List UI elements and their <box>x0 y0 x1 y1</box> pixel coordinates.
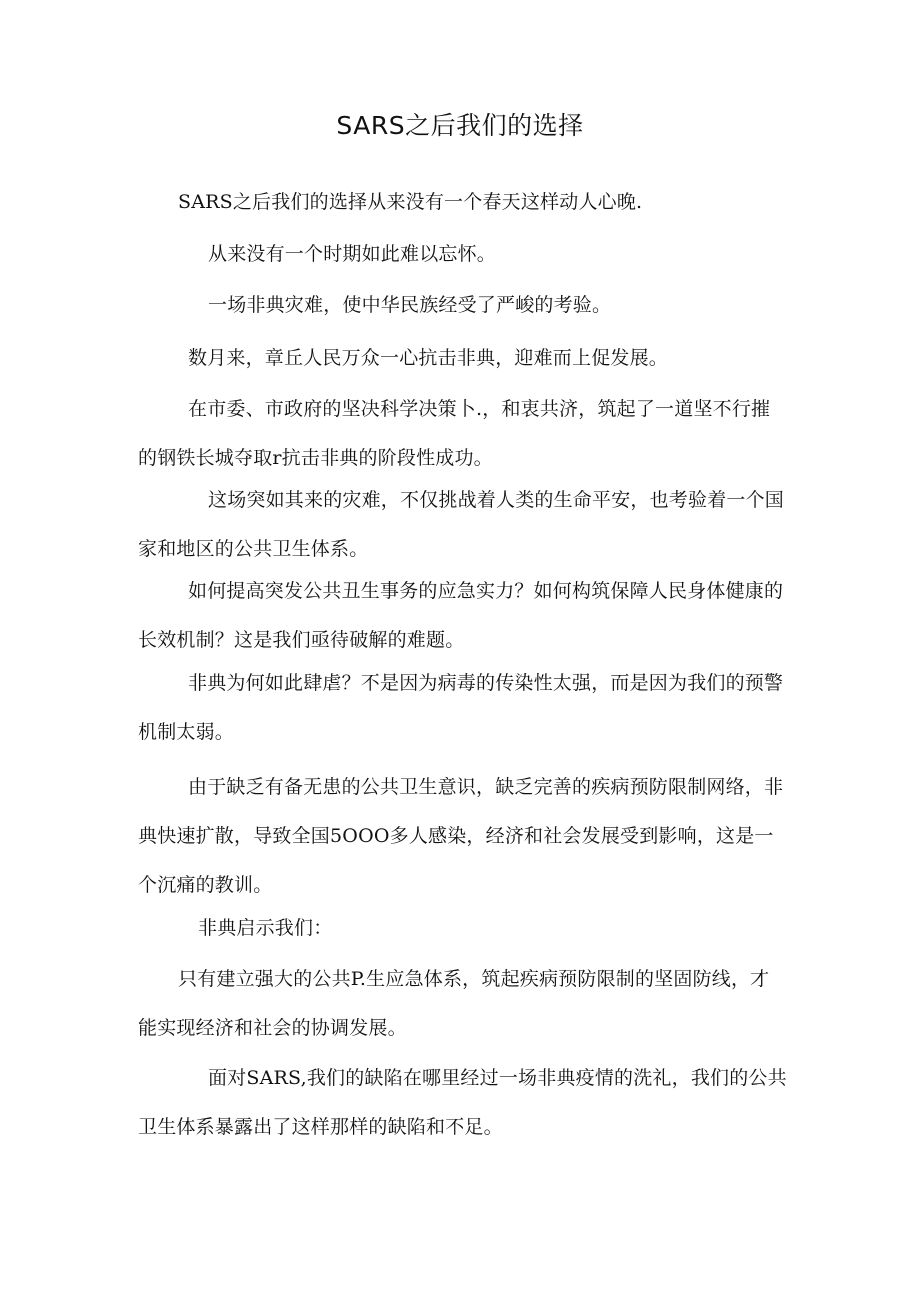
paragraph-3: 一场非典灾难，使中华民族经受了严峻的考验。 <box>208 294 612 316</box>
paragraph-9: 由于缺乏有备无患的公共卫生意识，缺乏完善的疾病预防限制网络，非典快速扩散，导致全国5OOO多人感染，经济和社会发展受到影响，这是一个沉痛的教训。 <box>138 776 784 896</box>
paragraph-8: 非典为何如此肆虐？不是因为病毒的传染性太强，而是因为我们的预警机制太弱。 <box>138 672 784 743</box>
paragraph-6: 这场突如其来的灾难，不仅挑战着人类的生命平安，也考验着一个国家和地区的公共卫生体系。 <box>138 489 785 560</box>
paragraph-1: SARS之后我们的选择从来没有一个春天这样动人心晚. <box>178 191 643 213</box>
paragraph-12: 面对SARS,我们的缺陷在哪里经过一场非典疫情的洗礼，我们的公共卫生体系暴露出了这样那样的缺陷和不足。 <box>138 1067 787 1138</box>
paragraph-5: 在市委、市政府的坚决科学决策卜.，和衷共济，筑起了一道坚不行摧的钢铁长城夺取r抗击非典的阶段性成功。 <box>138 398 771 469</box>
paragraph-4: 数月来，章丘人民万众一心抗击非典，迎难而上促发展。 <box>188 347 669 369</box>
paragraph-7: 如何提高突发公共丑生事务的应急实力？如何构筑保障人民身体健康的长效机制？这是我们亟待破解的难题。 <box>138 580 784 651</box>
paragraph-11: 只有建立强大的公共P.生应急体系，筑起疾病预防限制的坚固防线，才能实现经济和社会的协调发展。 <box>138 968 770 1039</box>
paragraph-10: 非典启示我们： <box>198 917 333 939</box>
paragraph-2: 从来没有一个时期如此难以忘怀。 <box>208 243 497 265</box>
document-title: SARS之后我们的选择 <box>336 111 584 140</box>
